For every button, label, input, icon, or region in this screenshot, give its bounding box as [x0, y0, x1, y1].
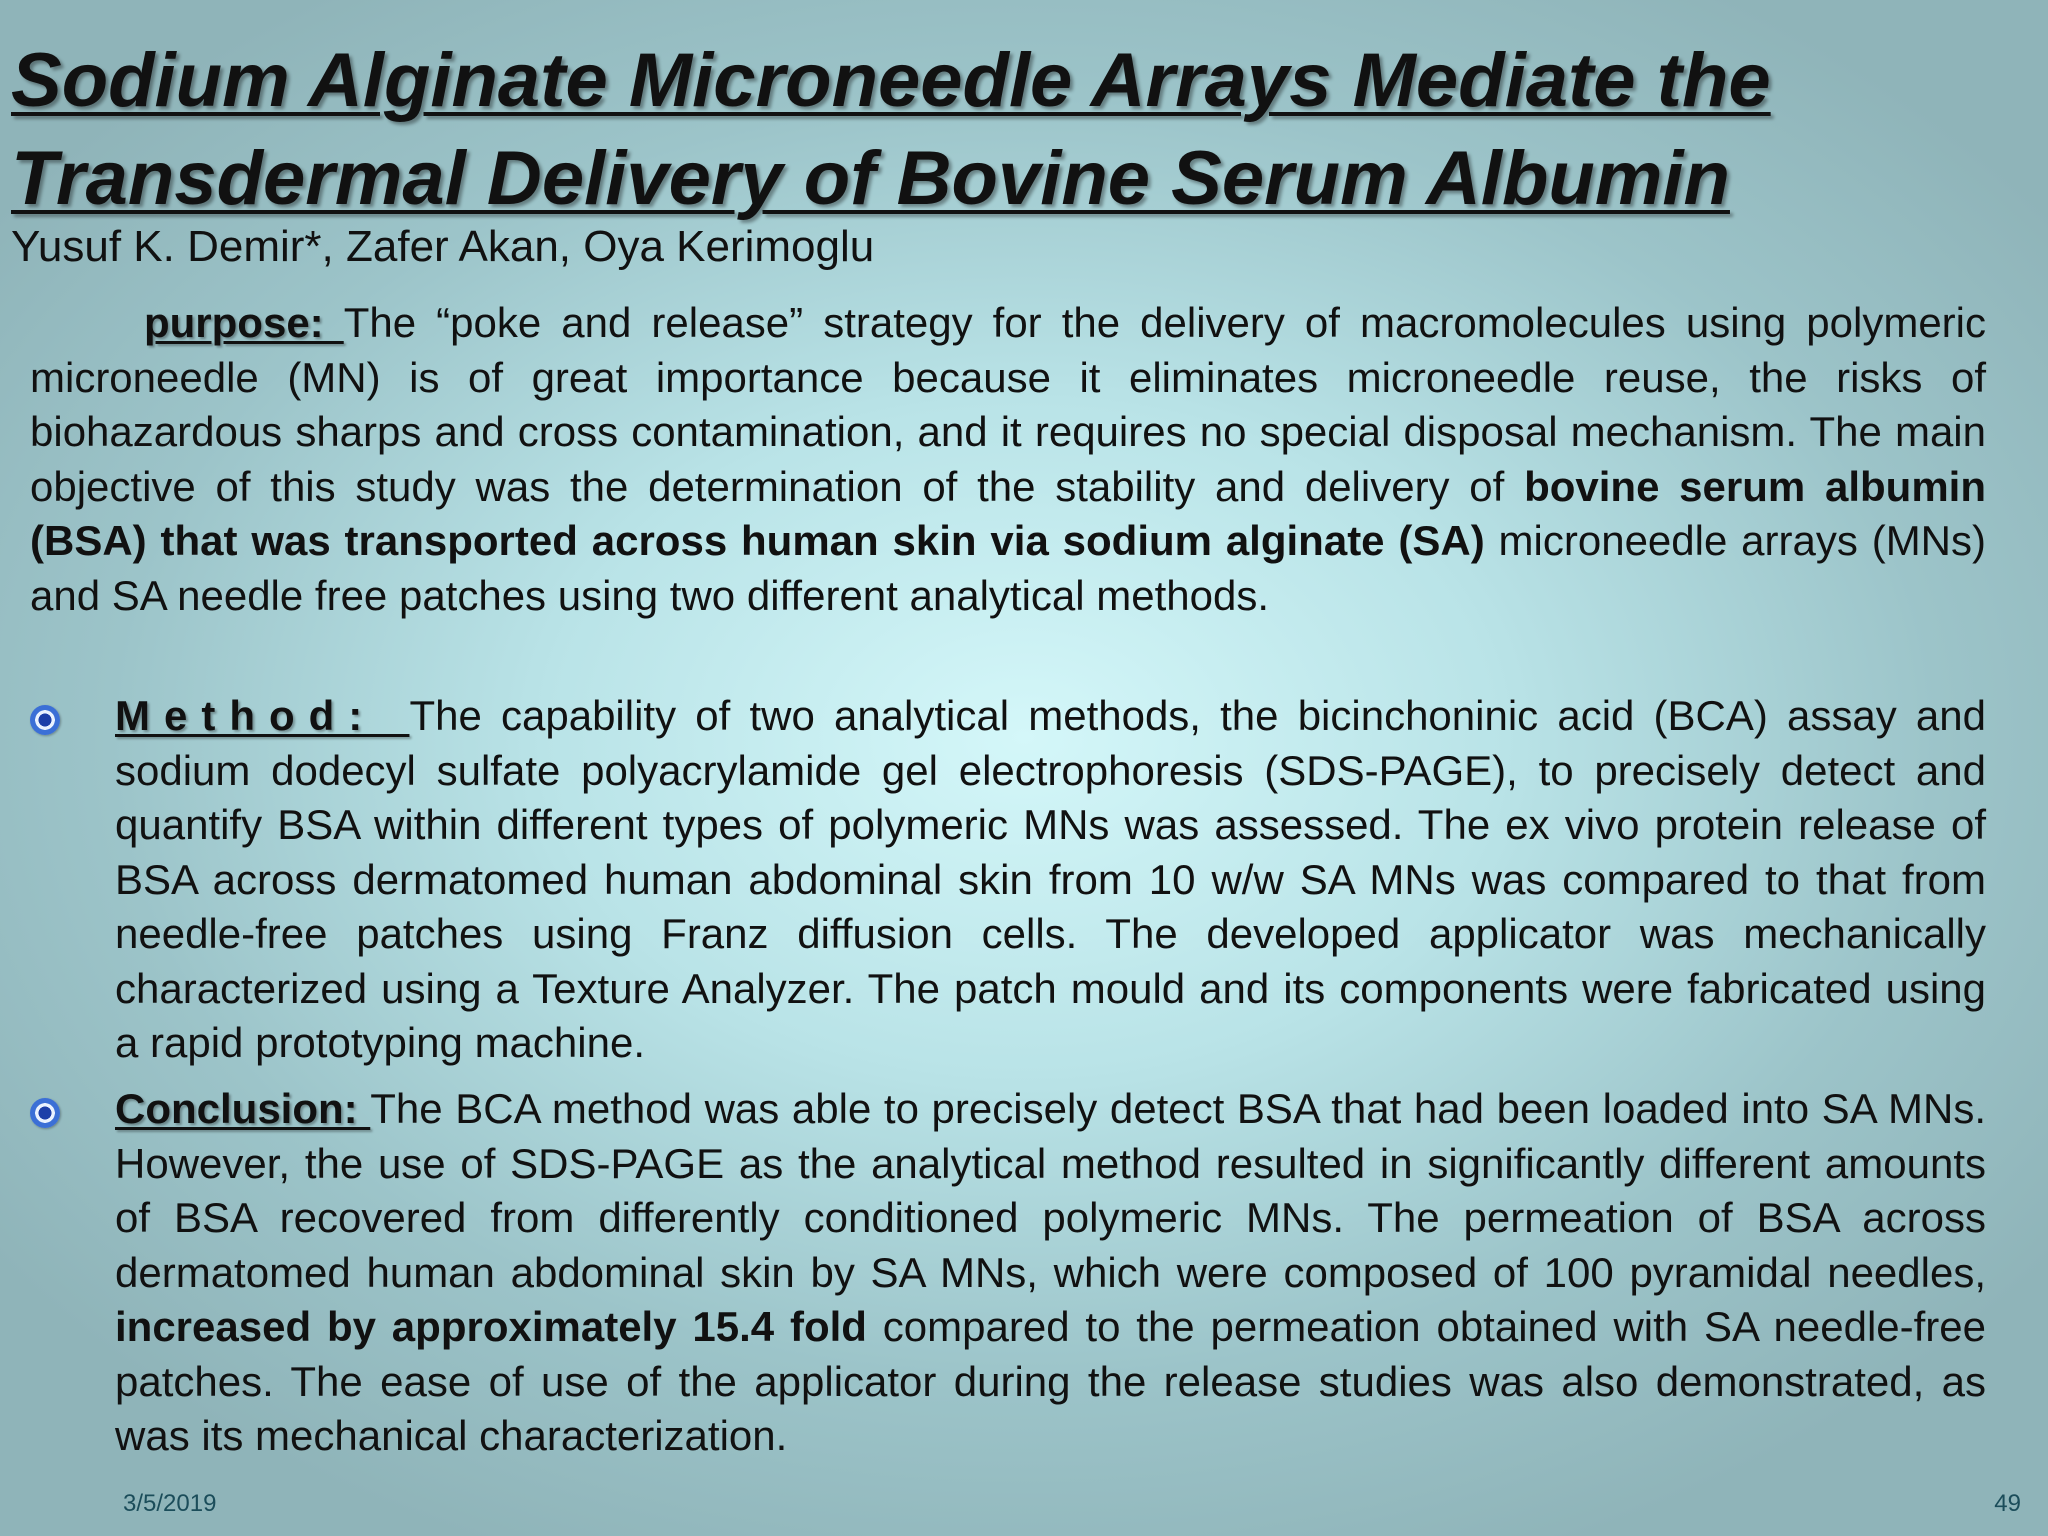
- purpose-text-2: microneedle arrays (MNs) and SA needle free patches using two different analytical methods.: [30, 517, 1986, 619]
- conclusion-bold-text: increased by approximately 15.4 fold: [115, 1303, 867, 1350]
- circle-bullet-icon: [30, 705, 60, 735]
- conclusion-paragraph: [115, 1082, 1986, 1464]
- title-line-2: Transdermal Delivery of Bovine Serum Albumin: [11, 136, 1730, 221]
- purpose-paragraph: [30, 296, 1986, 623]
- purpose-text-1: The “poke and release” strategy for the delivery of macromolecules using polymeric microneedle (MN) is of great importance because it eliminates microneedle reuse, the risks of biohazardous sharps and cross contamination, and it requires no special disposal mechanism. The main objective of this study was the determination of the stability and delivery of: [30, 299, 1987, 510]
- method-paragraph: [115, 689, 1986, 1071]
- purpose-bold-text: bovine serum albumin (BSA) that was transported across human skin via sodium alginate (SA): [30, 462, 1986, 564]
- authors: Yusuf K. Demir*, Zafer Akan, Oya Kerimoglu: [11, 222, 875, 271]
- footer-date: 3/5/2019: [123, 1490, 217, 1517]
- method-text: The capability of two analytical methods, the bicinchoninic acid (BCA) assay and sodium dodecyl sulfate polyacrylamide gel electrophoresis (SDS-PAGE), to precisely detect and quantify BSA within different types of polymeric MNs was assessed. The ex vivo protein release of BSA across dermatomed human abdominal skin from 10 w/w SA MNs was compared to that from needle-free patches using Franz diffusion cells. The developed applicator was mechanically characterized using a Texture Analyzer. The patch mould and its components were fabricated using a rapid prototyping machine.: [115, 692, 1986, 1066]
- method-label: Method:: [115, 692, 410, 739]
- conclusion-text-1: The BCA method was able to precisely detect BSA that had been loaded into SA MNs. However, the use of SDS-PAGE as the analytical method resulted in significantly different amounts of BSA recovered from differently conditioned polymeric MNs. The permeation of BSA across dermatomed human abdominal skin by SA MNs, which were composed of 100 pyramidal needles,: [115, 1085, 1986, 1296]
- title-line-1: Sodium Alginate Microneedle Arrays Mediate the: [11, 38, 1771, 123]
- slide-title: [11, 32, 1971, 228]
- page-number: 49: [1994, 1490, 2021, 1517]
- purpose-label: purpose:: [144, 299, 344, 346]
- circle-bullet-icon: [30, 1098, 60, 1128]
- conclusion-label: Conclusion:: [115, 1085, 371, 1132]
- conclusion-text-2: compared to the permeation obtained with SA needle-free patches. The ease of use of the applicator during the release studies was also demonstrated, as was its mechanical characterization.: [115, 1303, 1986, 1459]
